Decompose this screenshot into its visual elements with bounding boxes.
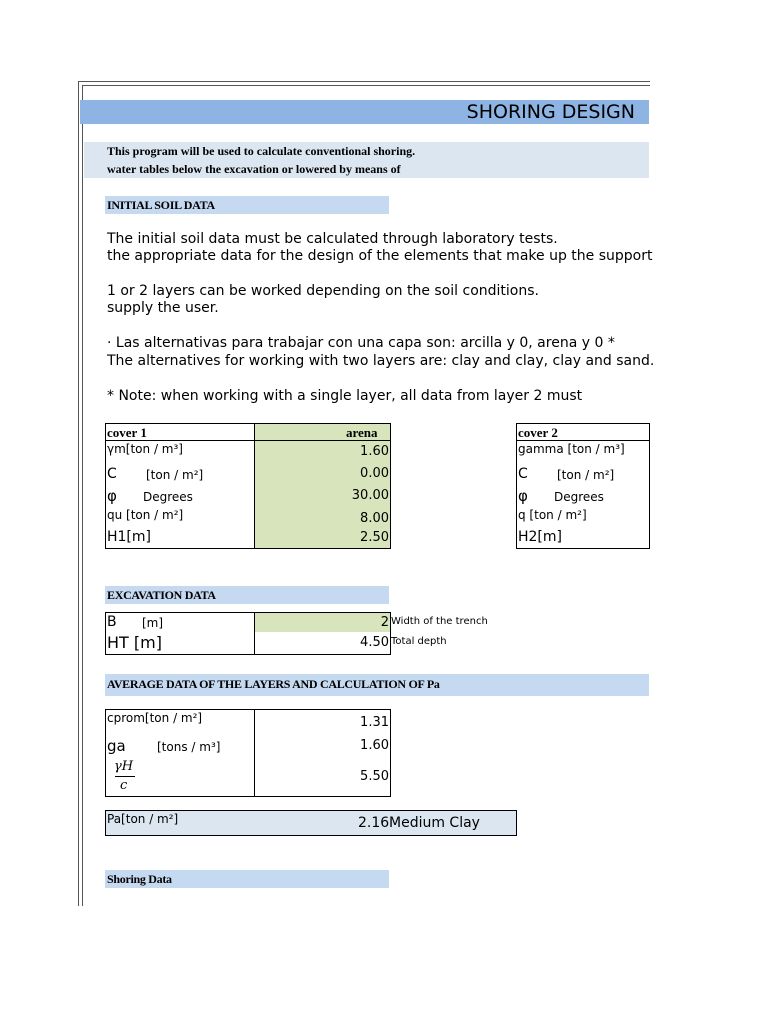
paragraph-2: the appropriate data for the design of the elements that make up the support bbox=[107, 248, 653, 264]
average-ratio-numerator: γH bbox=[114, 759, 134, 774]
frame-border-left-inner bbox=[82, 85, 83, 906]
excavation-b-value[interactable]: 2 bbox=[380, 615, 389, 630]
layer1-c-label: C bbox=[107, 466, 117, 482]
paragraph-4: supply the user. bbox=[107, 300, 219, 316]
pa-value: 2.16 bbox=[358, 815, 390, 831]
layer1-c-unit: [ton / m²] bbox=[146, 468, 204, 482]
section-average bbox=[105, 674, 649, 696]
average-ratio-denominator: c bbox=[120, 778, 128, 793]
average-cprom-label: cprom[ton / m²] bbox=[107, 711, 203, 725]
excavation-b-label: B bbox=[107, 614, 117, 630]
excavation-b-note: Width of the trench bbox=[391, 616, 488, 627]
intro-box bbox=[84, 142, 649, 178]
layer2-table bbox=[516, 423, 650, 549]
pa-row bbox=[105, 810, 517, 836]
layer1-phi-label: φ bbox=[107, 487, 117, 505]
intro-line-2: water tables below the excavation or lowered by means of bbox=[107, 162, 401, 176]
excavation-divider bbox=[254, 613, 255, 654]
layer1-qu-label: qu [ton / m²] bbox=[107, 508, 184, 522]
layer2-header: cover 2 bbox=[518, 425, 558, 440]
excavation-ht-note: Total depth bbox=[391, 636, 447, 647]
average-ga-unit: [tons / m³] bbox=[157, 740, 221, 754]
average-divider bbox=[254, 710, 255, 796]
pa-label: Pa[ton / m²] bbox=[107, 812, 179, 826]
section-excavation bbox=[105, 586, 389, 604]
average-table bbox=[105, 709, 391, 797]
layer1-soil-type[interactable]: arena bbox=[346, 425, 378, 440]
section-initial-soil bbox=[105, 196, 389, 214]
average-ratio-fraction-bar bbox=[115, 776, 135, 777]
paragraph-7: * Note: when working with a single layer, all data from layer 2 must bbox=[107, 388, 583, 404]
excavation-b-unit: [m] bbox=[142, 616, 164, 630]
excavation-b-input-cell bbox=[254, 613, 390, 632]
layer1-qu-value[interactable]: 8.00 bbox=[360, 511, 389, 526]
layer2-c-unit: [ton / m²] bbox=[557, 468, 615, 482]
layer2-c-label: C bbox=[518, 466, 528, 482]
layer2-h2-label: H2[m] bbox=[518, 529, 562, 545]
layer1-phi-unit: Degrees bbox=[143, 490, 193, 504]
layer1-gamma-value[interactable]: 1.60 bbox=[360, 444, 389, 459]
layer1-gamma-label: γm[ton / m³] bbox=[107, 442, 183, 456]
excavation-table bbox=[105, 612, 391, 655]
layer2-phi-unit: Degrees bbox=[554, 490, 604, 504]
layer1-table bbox=[105, 423, 391, 549]
intro-line-1: This program will be used to calculate conventional shoring. bbox=[107, 144, 416, 158]
section-excavation-label: EXCAVATION DATA bbox=[107, 588, 216, 602]
average-cprom-value: 1.31 bbox=[360, 715, 389, 730]
section-initial-soil-label: INITIAL SOIL DATA bbox=[107, 198, 215, 212]
layer2-phi-label: φ bbox=[518, 487, 528, 505]
paragraph-6: The alternatives for working with two layers are: clay and clay, clay and sand. bbox=[107, 353, 655, 369]
title-bar bbox=[80, 100, 649, 124]
excavation-ht-value[interactable]: 4.50 bbox=[360, 635, 389, 650]
section-shoring-label: Shoring Data bbox=[107, 872, 172, 886]
layer1-phi-value[interactable]: 30.00 bbox=[351, 488, 389, 503]
paragraph-5: · Las alternativas para trabajar con una capa son: arcilla y 0, arena y 0 * bbox=[107, 335, 615, 351]
average-ga-value: 1.60 bbox=[360, 738, 389, 753]
layer1-h1-value[interactable]: 2.50 bbox=[360, 530, 389, 545]
average-ratio-value: 5.50 bbox=[360, 769, 389, 784]
section-average-label: AVERAGE DATA OF THE LAYERS AND CALCULATION OF Pa bbox=[107, 677, 440, 691]
frame-border-top bbox=[78, 81, 650, 82]
pa-soil-classification: Medium Clay bbox=[389, 815, 480, 831]
section-shoring bbox=[105, 870, 389, 888]
layer1-header: cover 1 bbox=[107, 425, 147, 440]
frame-border-left bbox=[78, 81, 79, 906]
average-ga-label: ga bbox=[107, 737, 126, 755]
layer2-q-label: q [ton / m²] bbox=[518, 508, 587, 522]
frame-border-top-inner bbox=[82, 85, 650, 86]
excavation-ht-label: HT [m] bbox=[107, 633, 162, 652]
page-title: SHORING DESIGN bbox=[466, 101, 635, 123]
paragraph-1: The initial soil data must be calculated through laboratory tests. bbox=[107, 231, 558, 247]
layer1-c-value[interactable]: 0.00 bbox=[360, 466, 389, 481]
layer1-divider bbox=[254, 424, 255, 548]
paragraph-3: 1 or 2 layers can be worked depending on the soil conditions. bbox=[107, 283, 539, 299]
layer2-gamma-label: gamma [ton / m³] bbox=[518, 442, 625, 456]
layer1-h1-label: H1[m] bbox=[107, 529, 151, 545]
